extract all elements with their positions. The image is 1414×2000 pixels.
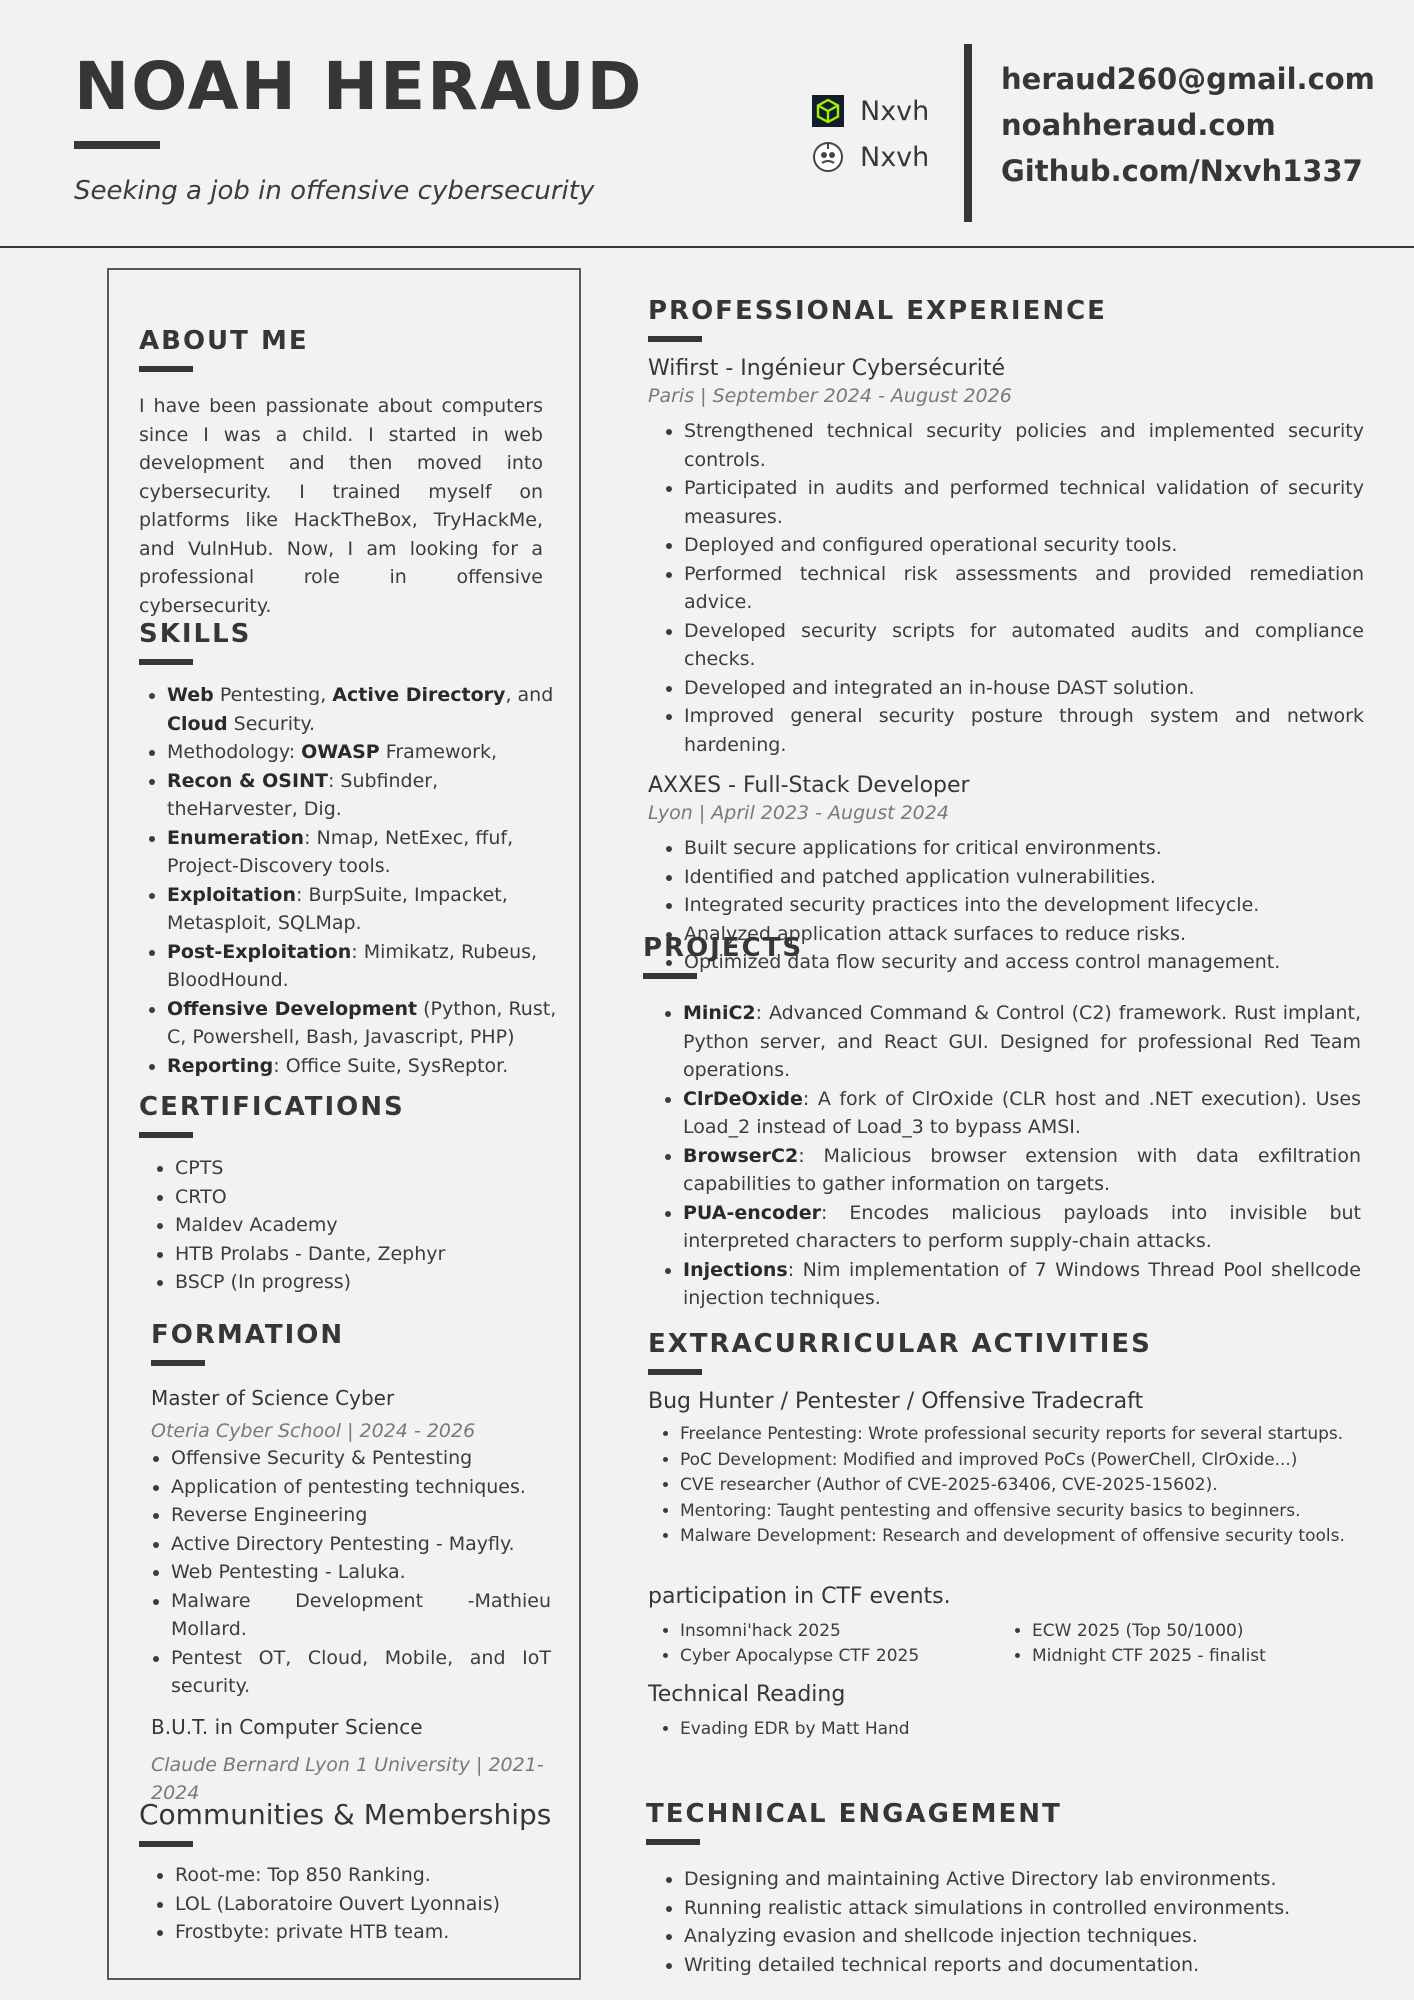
skill-text: : Subfinder, theHarvester, Dig. xyxy=(167,769,439,820)
section-title: PROJECTS xyxy=(643,933,804,963)
hackthebox-icon xyxy=(812,95,844,127)
skill-keyword: Cloud xyxy=(167,712,228,735)
projects-list xyxy=(643,999,1361,1313)
skill-keyword: Web xyxy=(167,684,214,706)
skill-item xyxy=(167,1052,559,1081)
project-name: ClrDeOxide xyxy=(683,1087,803,1110)
list-item: • Performed technical risk assessments and provided remediation advice. xyxy=(684,560,1364,617)
section-title: Communities & Memberships xyxy=(139,1798,552,1831)
project-name: Injections xyxy=(683,1258,788,1281)
list-item: • PoC Development: Modified and improved PoCs (PowerChell, ClrOxide...) xyxy=(680,1448,1364,1474)
skills-list xyxy=(139,681,559,1080)
list-item: • Optimized data flow security and access control management. xyxy=(684,948,1364,977)
degree-meta: Claude Bernard Lyon 1 University | 2021-2024 xyxy=(151,1753,544,1804)
section-title: TECHNICAL ENGAGEMENT xyxy=(646,1799,1062,1829)
list-item: • Insomni'hack 2025 xyxy=(680,1619,1000,1645)
list-item: • Strengthened technical security policies and implemented security controls. xyxy=(684,417,1364,474)
skill-item xyxy=(167,681,559,738)
subsection-title: participation in CTF events. xyxy=(648,1583,951,1609)
formation-section xyxy=(151,1320,551,1807)
list-item: • CPTS xyxy=(175,1154,543,1183)
job-meta: Lyon | April 2023 - August 2024 xyxy=(648,802,949,824)
job-title: AXXES - Full-Stack Developer xyxy=(648,773,970,798)
project-description: : Encodes malicious payloads into invisible but interpreted characters to perform supply-chain attacks. xyxy=(683,1201,1361,1252)
rootme-username: Nxvh xyxy=(860,141,930,173)
section-underline xyxy=(648,336,702,342)
list-item: • CRTO xyxy=(175,1183,543,1212)
list-item: • Writing detailed technical reports and documentation. xyxy=(684,1951,1362,1980)
list-item: • LOL (Laboratoire Ouvert Lyonnais) xyxy=(175,1890,569,1919)
skill-text: Security. xyxy=(227,712,316,735)
ctf-list-left xyxy=(648,1619,1000,1670)
extracurricular-section xyxy=(648,1329,1364,1742)
list-item: • Frostbyte: private HTB team. xyxy=(175,1918,569,1947)
project-description: : Malicious browser extension with data exfiltration capabilities to gather information on targets. xyxy=(683,1144,1361,1195)
list-item: • Malware Development -Mathieu Mollard. xyxy=(171,1587,551,1644)
project-name: MiniC2 xyxy=(683,1002,756,1024)
communities-section xyxy=(139,1798,569,1947)
degree-title: B.U.T. in Computer Science xyxy=(151,1714,423,1739)
section-underline xyxy=(646,1839,700,1845)
skill-keyword: Recon & OSINT xyxy=(167,769,328,792)
list-item: • Running realistic attack simulations in controlled environments. xyxy=(684,1894,1362,1923)
project-item xyxy=(683,1142,1361,1199)
skill-text: : BurpSuite, Impacket, Metasploit, SQLMap. xyxy=(167,883,508,934)
list-item: • Evading EDR by Matt Hand xyxy=(680,1717,1364,1743)
list-item: • Deployed and configured operational security tools. xyxy=(684,531,1364,560)
resume-header xyxy=(0,0,1414,248)
project-name: PUA-encoder xyxy=(683,1201,821,1224)
degree-title: Master of Science Cyber xyxy=(151,1386,395,1410)
website-link[interactable]: noahheraud.com xyxy=(1001,108,1276,142)
list-item: • CVE researcher (Author of CVE-2025-63406, CVE-2025-15602). xyxy=(680,1473,1364,1499)
project-description: : Advanced Command & Control (C2) framework. Rust implant, Python server, and React GUI. Designed for professional Red Team operations. xyxy=(683,1002,1361,1081)
project-name: BrowserC2 xyxy=(683,1144,799,1167)
list-item: • Reverse Engineering xyxy=(171,1501,551,1530)
bug-hunter-list xyxy=(648,1422,1364,1550)
skill-keyword: Enumeration xyxy=(167,826,305,849)
about-section xyxy=(139,326,543,620)
skill-text: , and xyxy=(505,684,554,706)
hackthebox-handle[interactable] xyxy=(812,88,929,134)
skill-text: : Office Suite, SysReptor. xyxy=(273,1054,509,1077)
project-item xyxy=(683,1085,1361,1142)
section-underline xyxy=(643,973,697,979)
skill-keyword: Exploitation xyxy=(167,883,296,906)
skill-keyword: Post-Exploitation xyxy=(167,940,352,963)
skill-text: Framework, xyxy=(379,741,497,763)
list-item: • Developed and integrated an in-house DAST solution. xyxy=(684,674,1364,703)
name-underline xyxy=(74,141,160,149)
header-divider xyxy=(964,44,972,222)
list-item: • HTB Prolabs - Dante, Zephyr xyxy=(175,1240,543,1269)
hackthebox-username: Nxvh xyxy=(860,95,930,127)
section-title: CERTIFICATIONS xyxy=(139,1092,405,1122)
ctf-list-right xyxy=(1000,1619,1352,1670)
section-underline xyxy=(139,366,193,372)
subsection-title: Technical Reading xyxy=(648,1681,846,1707)
list-item: • Application of pentesting techniques. xyxy=(171,1473,551,1502)
list-item: • Designing and maintaining Active Directory lab environments. xyxy=(684,1865,1362,1894)
projects-section xyxy=(643,933,1361,1313)
job-title: Wifirst - Ingénieur Cybersécurité xyxy=(648,356,1006,381)
section-underline xyxy=(139,1841,193,1847)
list-item: • Identified and patched application vulnerabilities. xyxy=(684,863,1364,892)
list-item: • Offensive Security & Pentesting xyxy=(171,1444,551,1473)
project-item xyxy=(683,1199,1361,1256)
project-item xyxy=(683,1256,1361,1313)
engagement-list xyxy=(646,1865,1362,1979)
skills-section xyxy=(139,619,559,1080)
skill-text: (Python, Rust, C, Powershell, Bash, Javascript, PHP) xyxy=(167,997,557,1048)
certifications-section xyxy=(139,1092,543,1297)
skill-item xyxy=(167,995,559,1052)
rootme-handle[interactable] xyxy=(812,134,929,180)
tagline: Seeking a job in offensive cybersecurity xyxy=(74,176,595,206)
rootme-icon xyxy=(812,141,844,173)
section-title: PROFESSIONAL EXPERIENCE xyxy=(648,296,1107,326)
list-item: • Root-me: Top 850 Ranking. xyxy=(175,1861,569,1890)
list-item: • Built secure applications for critical environments. xyxy=(684,834,1364,863)
section-underline xyxy=(139,659,193,665)
list-item: • Web Pentesting - Laluka. xyxy=(171,1558,551,1587)
platform-handles xyxy=(812,88,929,180)
skill-item xyxy=(167,938,559,995)
skill-item xyxy=(167,738,559,767)
contact-list xyxy=(1001,56,1375,194)
skill-keyword: Reporting xyxy=(167,1054,274,1077)
about-text: I have been passionate about computers since I was a child. I started in web development and then moved into cybersecurity. I trained myself on platforms like HackTheBox, TryHackMe, and VulnHub. Now, I am looking for a professional role in offensive cybersecurity. xyxy=(139,395,543,617)
section-underline xyxy=(151,1360,205,1366)
skill-item xyxy=(167,881,559,938)
list-item: • BSCP (In progress) xyxy=(175,1268,543,1297)
engagement-section xyxy=(646,1799,1362,1979)
skill-text: Methodology: xyxy=(167,741,302,763)
section-underline xyxy=(139,1132,193,1138)
skill-keyword: OWASP xyxy=(301,741,380,763)
skill-text: Pentesting, xyxy=(213,684,333,706)
section-title: FORMATION xyxy=(151,1320,345,1350)
skill-keyword: Active Directory xyxy=(332,684,506,706)
section-title: ABOUT ME xyxy=(139,326,309,356)
section-title: SKILLS xyxy=(139,619,252,649)
list-item: • Active Directory Pentesting - Mayfly. xyxy=(171,1530,551,1559)
skill-text: : Nmap, NetExec, ffuf, Project-Discovery tools. xyxy=(167,826,514,877)
list-item: • Improved general security posture through system and network hardening. xyxy=(684,702,1364,759)
list-item: • Mentoring: Taught pentesting and offensive security basics to beginners. xyxy=(680,1499,1364,1525)
section-title: EXTRACURRICULAR ACTIVITIES xyxy=(648,1329,1152,1359)
list-item: • Participated in audits and performed technical validation of security measures. xyxy=(684,474,1364,531)
ctf-events xyxy=(648,1619,1364,1670)
certifications-list xyxy=(139,1154,543,1297)
experience-section xyxy=(648,296,1364,977)
project-description: : Nim implementation of 7 Windows Thread Pool shellcode injection techniques. xyxy=(683,1258,1361,1309)
list-item: • Pentest OT, Cloud, Mobile, and IoT security. xyxy=(171,1644,551,1701)
candidate-name: NOAH HERAUD xyxy=(74,48,644,125)
degree-meta: Oteria Cyber School | 2024 - 2026 xyxy=(151,1420,476,1442)
list-item: • Malware Development: Research and development of offensive security tools. xyxy=(680,1524,1364,1550)
skill-keyword: Offensive Development xyxy=(167,997,418,1020)
subsection-title: Bug Hunter / Pentester / Offensive Tradecraft xyxy=(648,1389,1144,1414)
list-item: • Developed security scripts for automated audits and compliance checks. xyxy=(684,617,1364,674)
section-underline xyxy=(648,1369,702,1375)
job-duties xyxy=(648,417,1364,759)
job-meta: Paris | September 2024 - August 2026 xyxy=(648,385,1012,407)
list-item: • Freelance Pentesting: Wrote professional security reports for several startups. xyxy=(680,1422,1364,1448)
github-link[interactable]: Github.com/Nxvh1337 xyxy=(1001,154,1363,188)
reading-list xyxy=(648,1717,1364,1743)
skill-text: : Mimikatz, Rubeus, BloodHound. xyxy=(167,940,538,991)
list-item: • Integrated security practices into the development lifecycle. xyxy=(684,891,1364,920)
skill-item xyxy=(167,767,559,824)
degree-courses xyxy=(151,1444,551,1701)
list-item: • Maldev Academy xyxy=(175,1211,543,1240)
list-item: • Cyber Apocalypse CTF 2025 xyxy=(680,1644,1000,1670)
project-item xyxy=(683,999,1361,1085)
list-item: • Midnight CTF 2025 - finalist xyxy=(1032,1644,1352,1670)
email-link[interactable]: heraud260@gmail.com xyxy=(1001,62,1375,96)
list-item: • Analyzed application attack surfaces to reduce risks. xyxy=(684,920,1364,949)
list-item: • ECW 2025 (Top 50/1000) xyxy=(1032,1619,1352,1645)
communities-list xyxy=(139,1861,569,1947)
project-description: : A fork of ClrOxide (CLR host and .NET execution). Uses Load_2 instead of Load_3 to bypass AMSI. xyxy=(683,1087,1361,1138)
skill-item xyxy=(167,824,559,881)
list-item: • Analyzing evasion and shellcode injection techniques. xyxy=(684,1922,1362,1951)
